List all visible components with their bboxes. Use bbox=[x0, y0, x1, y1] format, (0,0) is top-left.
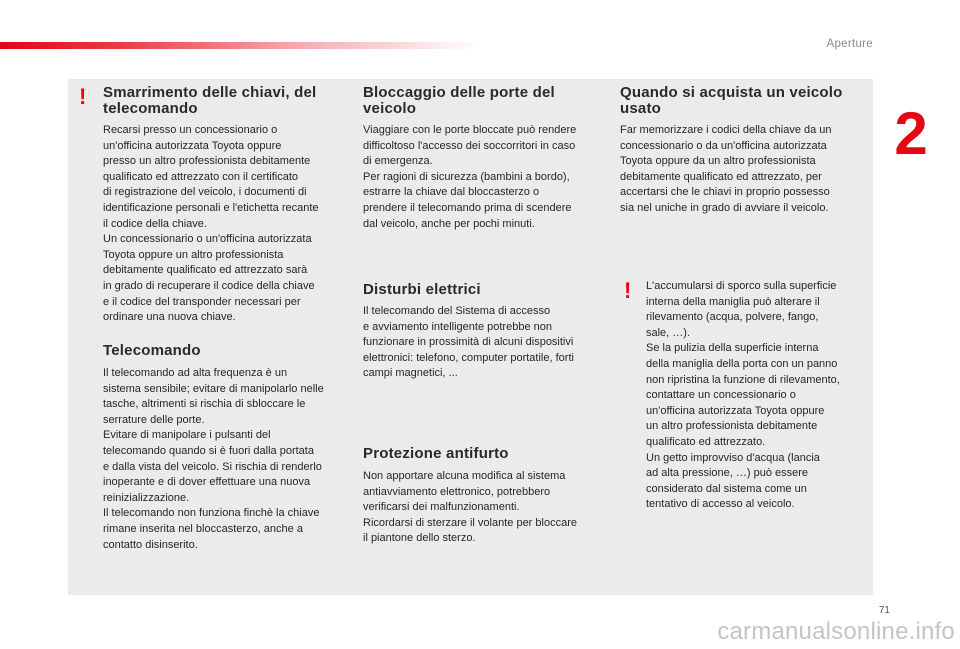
heading-anti-theft: Protezione antifurto bbox=[363, 445, 509, 462]
heading-lost-keys: Smarrimento delle chiavi, del telecomando bbox=[103, 84, 317, 117]
text-lost-keys: Recarsi presso un concessionario o un'officina autorizzata Toyota oppure presso un altro professionista debitamente qualificato ed attrezzato con il certificato di registrazione del veicolo, i documenti di identificazione personali e l'etichetta recante il codice della chiave. Un concessionario o un'officina autorizzata Toyota oppure un altro professionista debitamente qualificato ed attrezzato sarà in grado di recuperare il codice della chiave e il codice del transponder necessari per ordinare una nuova chiave. bbox=[103, 124, 319, 324]
text-used-vehicle: Far memorizzare i codici della chiave da un concessionario o da un'officina autorizzata Toyota oppure da un altro professionista debitamente qualificato ed attrezzato, per accertarsi che le chiavi in proprio possesso sia nel uniche in grado di avviare il veicolo. bbox=[620, 124, 832, 214]
page-number: 71 bbox=[878, 605, 890, 616]
text-remote: Il telecomando ad alta frequenza è un sistema sensibile; evitare di manipolarlo nelle tasche, altrimenti si rischia di sbloccare le serrature delle porte. Evitare di manipolare i pulsanti del telecomando quando si è fuori dalla portata e dalla vista del veicolo. Si rischia di renderlo inoperante e di dover effettuare una nuova reinizializzazione. Il telecomando non funziona finchè la chiave rimane inserita nel bloccasterzo, anche a contatto disinserito. bbox=[103, 367, 324, 551]
heading-used-vehicle: Quando si acquista un veicolo usato bbox=[620, 84, 843, 117]
heading-remote: Telecomando bbox=[103, 342, 201, 359]
text-anti-theft: Non apportare alcuna modifica al sistema antiavviamento elettronico, potrebbero verificarsi dei malfunzionamenti. Ricordarsi di sterzare il volante per bloccare il piantone dello sterzo. bbox=[363, 470, 577, 545]
content-panel bbox=[68, 79, 873, 595]
watermark: carmanualsonline.info bbox=[717, 618, 955, 645]
text-electrical-interference: Il telecomando del Sistema di accesso e avviamento intelligente potrebbe non funzionare in prossimità di alcuni dispositivi elettronici: telefono, computer portatile, forti campi magnetici, ... bbox=[363, 305, 574, 380]
warning-icon: ! bbox=[624, 278, 632, 303]
text-door-locking: Viaggiare con le porte bloccate può rendere difficoltoso l'accesso dei soccorritori in caso di emergenza. Per ragioni di sicurezza (bambini a bordo), estrarre la chiave dal bloccasterzo o prendere il telecomando prima di scendere dal veicolo, anche per pochi minuti. bbox=[363, 124, 577, 230]
section-title: Aperture bbox=[826, 38, 873, 50]
chapter-number: 2 bbox=[894, 100, 928, 167]
warning-icon: ! bbox=[79, 84, 87, 109]
heading-electrical-interference: Disturbi elettrici bbox=[363, 281, 481, 298]
heading-door-locking: Bloccaggio delle porte del veicolo bbox=[363, 84, 555, 117]
text-handle-dirt-warning: L'accumularsi di sporco sulla superficie interna della maniglia può alterare il rilevamento (acqua, polvere, fango, sale, …). Se la pulizia della superficie interna della maniglia della porta con un panno non ripristina la funzione di rilevamento, contattare un concessionario o un'officina autorizzata Toyota oppure un altro professionista debitamente qualificato ed attrezzato. Un getto improvviso d'acqua (lancia ad alta pressione, …) può essere considerato dal sistema come un tentativo di accesso al veicolo. bbox=[646, 280, 840, 511]
header-accent-bar bbox=[0, 42, 480, 49]
